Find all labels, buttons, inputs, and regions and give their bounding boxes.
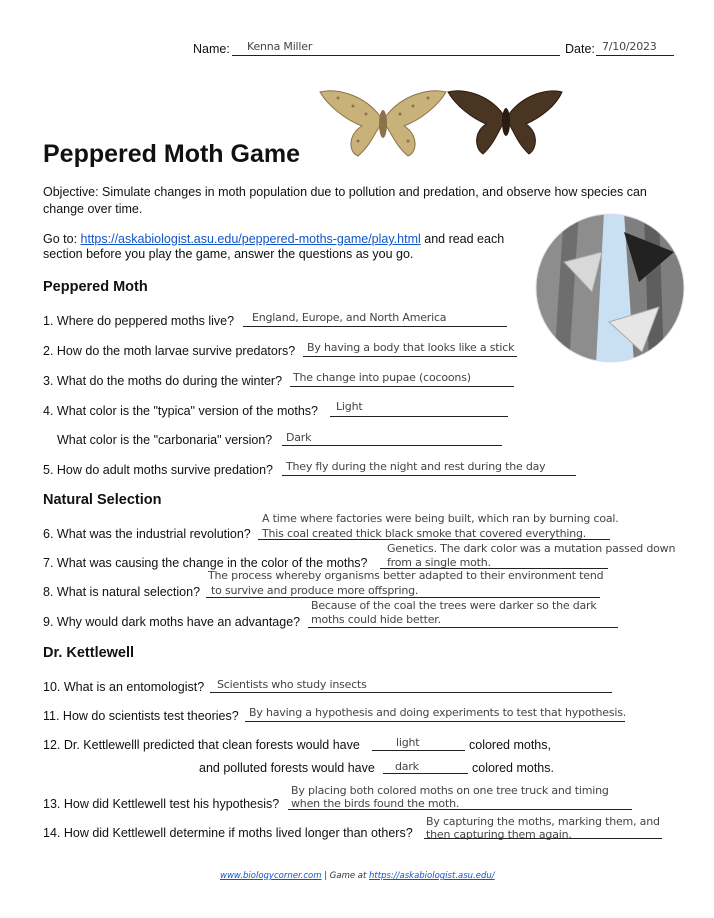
question-12b: and polluted forests would have xyxy=(199,761,375,775)
question-4: 4. What color is the "typica" version of the moths? xyxy=(43,404,318,418)
question-11: 11. How do scientists test theories? xyxy=(43,709,239,723)
footer-site-link[interactable]: www.biologycorner.com xyxy=(220,871,322,881)
answer-line-4 xyxy=(330,416,508,417)
answer-6-line2[interactable]: This coal created thick black smoke that covered everything. xyxy=(262,527,587,540)
question-2: 2. How do the moth larvae survive predators? xyxy=(43,344,296,358)
goto-text xyxy=(43,232,504,262)
answer-line-4b xyxy=(282,445,502,446)
question-12a: 12. Dr. Kettlewelll predicted that clean forests would have xyxy=(43,738,360,752)
dark-moth-image xyxy=(448,91,562,154)
answer-4b[interactable]: Dark xyxy=(286,431,312,444)
answer-9-line1[interactable]: Because of the coal the trees were darker so the dark xyxy=(311,599,597,612)
answer-4[interactable]: Light xyxy=(336,400,363,413)
moths-illustration xyxy=(318,86,564,158)
question-3: 3. What do the moths do during the winter? xyxy=(43,374,283,388)
answer-8-line1[interactable]: The process whereby organisms better adapted to their environment tend xyxy=(208,569,604,582)
answer-8-line2[interactable]: to survive and produce more offspring. xyxy=(211,584,419,597)
answer-14-line1[interactable]: By capturing the moths, marking them, and xyxy=(426,815,660,828)
answer-line-10 xyxy=(210,692,612,693)
goto-prefix: Go to: xyxy=(43,232,81,246)
question-8: 8. What is natural selection? xyxy=(43,585,201,599)
answer-line-3 xyxy=(290,386,514,387)
answer-line-11 xyxy=(245,721,625,722)
answer-12a[interactable]: light xyxy=(396,736,420,749)
name-value[interactable]: Kenna Miller xyxy=(247,40,313,53)
section-peppered-moth: Peppered Moth xyxy=(43,279,148,295)
answer-5[interactable]: They fly during the night and rest during the day xyxy=(286,460,546,473)
footer xyxy=(220,871,495,881)
question-4b: What color is the "carbonaria" version? xyxy=(57,433,273,447)
question-1: 1. Where do peppered moths live? xyxy=(43,314,235,328)
answer-3[interactable]: The change into pupae (cocoons) xyxy=(293,371,471,384)
section-natural-selection: Natural Selection xyxy=(43,492,162,508)
question-12a-end: colored moths, xyxy=(469,738,551,752)
answer-9-line2[interactable]: moths could hide better. xyxy=(311,613,441,626)
question-6: 6. What was the industrial revolution? xyxy=(43,527,251,541)
goto-line2: section before you play the game, answer the questions as you go. xyxy=(43,247,414,261)
answer-line-9 xyxy=(308,627,618,628)
answer-13-line2[interactable]: when the birds found the moth. xyxy=(291,797,460,810)
question-13: 13. How did Kettlewell test his hypothesis? xyxy=(43,797,280,811)
page-title: Peppered Moth Game xyxy=(43,140,300,168)
answer-7-line2[interactable]: from a single moth. xyxy=(387,556,491,569)
name-label: Name: xyxy=(193,42,230,56)
question-9: 9. Why would dark moths have an advantage? xyxy=(43,615,301,629)
answer-10[interactable]: Scientists who study insects xyxy=(217,678,367,691)
answer-2[interactable]: By having a body that looks like a stick xyxy=(307,341,515,354)
answer-line-2 xyxy=(303,356,517,357)
section-dr-kettlewell: Dr. Kettlewell xyxy=(43,645,135,661)
answer-line-5 xyxy=(282,475,576,476)
footer-separator: | Game at xyxy=(321,871,370,881)
question-14: 14. How did Kettlewell determine if moths lived longer than others? xyxy=(43,826,413,840)
objective-text: Objective: Simulate changes in moth population due to pollution and predation, and observe how species can change over time. xyxy=(43,185,647,216)
question-12b-end: colored moths. xyxy=(472,761,554,775)
date-value[interactable]: 7/10/2023 xyxy=(602,40,657,53)
goto-suffix: and read each xyxy=(420,232,505,246)
answer-line-8 xyxy=(206,597,600,598)
answer-13-line1[interactable]: By placing both colored moths on one tree truck and timing xyxy=(291,784,609,797)
date-line xyxy=(596,55,674,56)
answer-line-12a xyxy=(372,750,465,751)
name-line xyxy=(232,55,560,56)
question-5: 5. How do adult moths survive predation? xyxy=(43,463,273,477)
answer-6-line1[interactable]: A time where factories were being built, which ran by burning coal. xyxy=(262,512,619,525)
light-moth-image xyxy=(320,91,446,156)
date-label: Date: xyxy=(565,42,595,56)
footer-game-link[interactable]: https://askabiologist.asu.edu/ xyxy=(369,871,495,881)
answer-12b[interactable]: dark xyxy=(395,760,419,773)
answer-11[interactable]: By having a hypothesis and doing experiments to test that hypothesis. xyxy=(249,706,627,719)
question-7: 7. What was causing the change in the color of the moths? xyxy=(43,556,368,570)
answer-14-line2[interactable]: then capturing them again. xyxy=(426,828,572,841)
question-10: 10. What is an entomologist? xyxy=(43,680,205,694)
answer-7-line1[interactable]: Genetics. The dark color was a mutation passed down xyxy=(387,542,676,555)
answer-line-12b xyxy=(383,773,468,774)
tree-moths-image xyxy=(534,212,686,364)
answer-line-1 xyxy=(243,326,507,327)
game-link[interactable]: https://askabiologist.asu.edu/peppered-moths-game/play.html xyxy=(80,232,421,246)
answer-1[interactable]: England, Europe, and North America xyxy=(252,311,447,324)
